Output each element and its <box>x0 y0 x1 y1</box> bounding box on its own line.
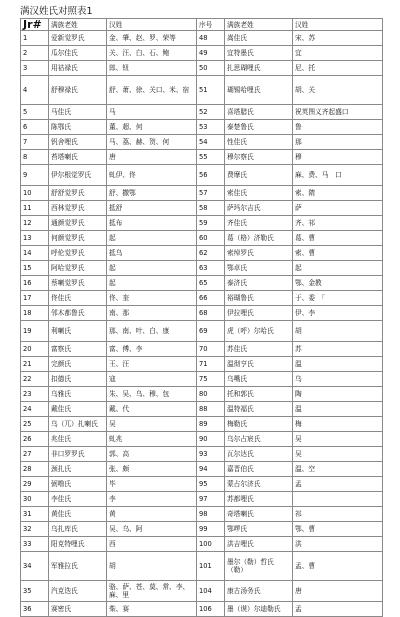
manchu-surname-left: 邻木都鲁氏 <box>49 306 107 321</box>
han-surname-right: 陶 <box>293 387 383 402</box>
row-number-right: 98 <box>197 507 225 522</box>
row-number-left: 21 <box>21 357 49 372</box>
manchu-surname-right: 萨玛尔吉氏 <box>225 201 293 216</box>
manchu-surname-left: 佟佳氏 <box>49 291 107 306</box>
row-number-right: 59 <box>197 216 225 231</box>
han-surname-left: 吴 <box>107 417 197 432</box>
han-surname-right: 孟 <box>293 477 383 492</box>
row-number-left: 11 <box>21 201 49 216</box>
han-surname-right: 齐、祁 <box>293 216 383 231</box>
row-number-right: 62 <box>197 246 225 261</box>
row-number-left: 33 <box>21 537 49 552</box>
table-row <box>21 581 383 602</box>
header-number-left: Jr# <box>21 19 49 31</box>
han-surname-left: 张、颇 <box>107 462 197 477</box>
row-number-right: 106 <box>197 602 225 617</box>
table-header-row <box>21 19 383 31</box>
table-row <box>21 276 383 291</box>
row-number-left: 24 <box>21 402 49 417</box>
han-surname-left: 关、汪、白、石、鲍 <box>107 46 197 61</box>
han-surname-left: 李 <box>107 492 197 507</box>
manchu-surname-left: 爱新觉罗氏 <box>49 31 107 46</box>
manchu-surname-right: 洪吉哩氏 <box>225 537 293 552</box>
manchu-surname-left: 西林觉罗氏 <box>49 201 107 216</box>
han-surname-left: 朱、吴、乌、穆、包 <box>107 387 197 402</box>
han-surname-left: 郎、钮 <box>107 61 197 76</box>
han-surname-right: 孟、曹 <box>293 552 383 581</box>
manchu-surname-left: 兆佳氏 <box>49 432 107 447</box>
table-row <box>21 46 383 61</box>
manchu-surname-left: 乌雅氏 <box>49 387 107 402</box>
table-row <box>21 150 383 165</box>
han-surname-right: 祝英图义齐起盛口 <box>293 105 383 120</box>
manchu-surname-right: 墨尔（勒）哲氏（勒） <box>225 552 293 581</box>
han-surname-right: 尼、托 <box>293 61 383 76</box>
han-surname-left: 抵乌 <box>107 246 197 261</box>
manchu-surname-left: 戴佳氏 <box>49 402 107 417</box>
row-number-left: 7 <box>21 135 49 150</box>
han-surname-right: 温 <box>293 357 383 372</box>
manchu-surname-left: 乌扎库氏 <box>49 522 107 537</box>
row-number-left: 14 <box>21 246 49 261</box>
row-number-left: 23 <box>21 387 49 402</box>
han-surname-left: 起 <box>107 276 197 291</box>
row-number-left: 3 <box>21 61 49 76</box>
row-number-right: 71 <box>197 357 225 372</box>
manchu-surname-left: 呼伦觉罗氏 <box>49 246 107 261</box>
manchu-surname-right: 乌嘴氏 <box>225 372 293 387</box>
manchu-surname-left: 蔡喇觉罗氏 <box>49 276 107 291</box>
row-number-right: 93 <box>197 447 225 462</box>
manchu-surname-right: 伊拉哩氏 <box>225 306 293 321</box>
han-surname-right: 起 <box>293 261 383 276</box>
manchu-surname-right: 费摩氏 <box>225 165 293 186</box>
han-surname-right: 祁 <box>293 507 383 522</box>
row-number-left: 8 <box>21 150 49 165</box>
han-surname-left: 王、汪 <box>107 357 197 372</box>
han-surname-left: 吴、乌、阿 <box>107 522 197 537</box>
manchu-surname-left: 扣德氏 <box>49 372 107 387</box>
han-surname-right: 乌 <box>293 372 383 387</box>
header-number-right: 序号 <box>197 19 225 31</box>
row-number-left: 1 <box>21 31 49 46</box>
manchu-surname-left: 钒舍哩氏 <box>49 135 107 150</box>
han-surname-left: 抵布 <box>107 216 197 231</box>
han-surname-right: 萨 <box>293 201 383 216</box>
row-number-right: 100 <box>197 537 225 552</box>
row-number-right: 101 <box>197 552 225 581</box>
row-number-right: 63 <box>197 261 225 276</box>
manchu-surname-right: 索佳氏 <box>225 186 293 201</box>
manchu-surname-left: 赛密氏 <box>49 602 107 617</box>
row-number-right: 49 <box>197 46 225 61</box>
row-number-left: 13 <box>21 231 49 246</box>
row-number-left: 35 <box>21 581 49 602</box>
manchu-surname-left: 阳克特哩氏 <box>49 537 107 552</box>
manchu-surname-right: 墨（谟）尔迪勒氏 <box>225 602 293 617</box>
row-number-right: 50 <box>197 61 225 76</box>
row-number-right: 97 <box>197 492 225 507</box>
document <box>20 6 382 617</box>
surname-table <box>20 18 383 617</box>
han-surname-right: 麻、费、马 口 <box>293 165 383 186</box>
manchu-surname-right: 虎（呼）尔哈氏 <box>225 321 293 342</box>
table-row <box>21 165 383 186</box>
row-number-left: 28 <box>21 462 49 477</box>
row-number-left: 19 <box>21 321 49 342</box>
table-row <box>21 120 383 135</box>
manchu-surname-right: 穆尔察氏 <box>225 150 293 165</box>
row-number-right: 53 <box>197 120 225 135</box>
manchu-surname-left: 何颜觉罗氏 <box>49 231 107 246</box>
manchu-surname-left: 马佳氏 <box>49 105 107 120</box>
table-row <box>21 216 383 231</box>
han-surname-right: 洪 <box>293 537 383 552</box>
row-number-right: 56 <box>197 165 225 186</box>
row-number-left: 6 <box>21 120 49 135</box>
han-surname-left: 南、那 <box>107 306 197 321</box>
han-surname-left: 董、超、何 <box>107 120 197 135</box>
han-surname-right: 宜 <box>293 46 383 61</box>
row-number-right: 68 <box>197 306 225 321</box>
han-surname-right: 索、隋 <box>293 186 383 201</box>
manchu-surname-right: 蒙占尔济氏 <box>225 477 293 492</box>
row-number-right: 65 <box>197 276 225 291</box>
row-number-right: 70 <box>197 342 225 357</box>
table-row <box>21 552 383 581</box>
manchu-surname-right: 托和郭氏 <box>225 387 293 402</box>
manchu-surname-right: 鄂卓氏 <box>225 261 293 276</box>
manchu-surname-left: 完颜氏 <box>49 357 107 372</box>
han-surname-left: 起 <box>107 231 197 246</box>
han-surname-right: 胡、关 <box>293 76 383 105</box>
han-surname-left: 舒、萧、徐、关口、米、宿 <box>107 76 197 105</box>
header-manchu-left: 满族老姓 <box>49 19 107 31</box>
row-number-right: 90 <box>197 432 225 447</box>
row-number-right: 89 <box>197 417 225 432</box>
han-surname-left: 舒、撒鄂 <box>107 186 197 201</box>
header-manchu-right: 满族老姓 <box>225 19 293 31</box>
han-surname-left: 起 <box>107 261 197 276</box>
han-surname-right: 吴 <box>293 432 383 447</box>
row-number-right: 60 <box>197 231 225 246</box>
han-surname-right: 胡 <box>293 321 383 342</box>
han-surname-left: 马 <box>107 105 197 120</box>
row-number-right: 95 <box>197 477 225 492</box>
han-surname-right: 鲁 <box>293 120 383 135</box>
manchu-surname-right: 瓦尔达氏 <box>225 447 293 462</box>
han-surname-left: 唐 <box>107 150 197 165</box>
row-number-left: 15 <box>21 261 49 276</box>
han-surname-right: 吴 <box>293 447 383 462</box>
manchu-surname-left: 富察氏 <box>49 342 107 357</box>
manchu-surname-left: 利喇氏 <box>49 321 107 342</box>
manchu-surname-left: 瓜尔佳氏 <box>49 46 107 61</box>
manchu-surname-right: 索绰罗氏 <box>225 246 293 261</box>
manchu-surname-left: 通颜觉罗氏 <box>49 216 107 231</box>
han-surname-right: 索、曹 <box>293 246 383 261</box>
table-row <box>21 507 383 522</box>
row-number-right: 54 <box>197 135 225 150</box>
table-row <box>21 246 383 261</box>
table-row <box>21 306 383 321</box>
table-row <box>21 402 383 417</box>
manchu-surname-right: 裕瑚鲁氏 <box>225 291 293 306</box>
han-surname-left: 金、肇、赵、罗、荣等 <box>107 31 197 46</box>
han-surname-right: 孟 <box>293 602 383 617</box>
table-row <box>21 105 383 120</box>
row-number-left: 22 <box>21 372 49 387</box>
row-number-left: 17 <box>21 291 49 306</box>
manchu-surname-right: 泰济氏 <box>225 276 293 291</box>
row-number-left: 34 <box>21 552 49 581</box>
manchu-surname-right: 瑚锡哈哩氏 <box>225 76 293 105</box>
row-number-left: 32 <box>21 522 49 537</box>
han-surname-left: 毕 <box>107 477 197 492</box>
han-surname-left: 骆、萨、苍、莫、常、李、麻、里 <box>107 581 197 602</box>
manchu-surname-right: 齐佳氏 <box>225 216 293 231</box>
row-number-right: 51 <box>197 76 225 105</box>
han-surname-left: 马、荔、赫、贺、何 <box>107 135 197 150</box>
manchu-surname-left: 非口罗罗氏 <box>49 447 107 462</box>
table-row <box>21 602 383 617</box>
manchu-surname-left: 黄佳氏 <box>49 507 107 522</box>
table-row <box>21 477 383 492</box>
han-surname-left: 郭、高 <box>107 447 197 462</box>
manchu-surname-left: 军雅拉氏 <box>49 552 107 581</box>
manchu-surname-right: 宜特墨氏 <box>225 46 293 61</box>
table-row <box>21 462 383 477</box>
han-surname-left: 虬兆 <box>107 432 197 447</box>
row-number-right: 88 <box>197 402 225 417</box>
row-number-right: 104 <box>197 581 225 602</box>
row-number-left: 26 <box>21 432 49 447</box>
manchu-surname-right: 嘉晋伯氏 <box>225 462 293 477</box>
row-number-left: 31 <box>21 507 49 522</box>
manchu-surname-left: 阿哈觉罗氏 <box>49 261 107 276</box>
table-row <box>21 31 383 46</box>
row-number-right: 80 <box>197 387 225 402</box>
han-surname-left: 西 <box>107 537 197 552</box>
row-number-right: 99 <box>197 522 225 537</box>
han-surname-right: 那 <box>293 135 383 150</box>
manchu-surname-left: 舒穆禄氏 <box>49 76 107 105</box>
table-row <box>21 372 383 387</box>
han-surname-left: 富、傅、李 <box>107 342 197 357</box>
manchu-surname-right: 性佳氏 <box>225 135 293 150</box>
manchu-surname-right: 嵩佳氏 <box>225 31 293 46</box>
manchu-surname-right: 苏佳氏 <box>225 342 293 357</box>
manchu-surname-left: 用祜禄氏 <box>49 61 107 76</box>
han-surname-right: 梅 <box>293 417 383 432</box>
han-surname-right <box>293 492 383 507</box>
document-title: 满汉姓氏对照表1 <box>20 6 93 17</box>
row-number-left: 36 <box>21 602 49 617</box>
table-row <box>21 231 383 246</box>
manchu-surname-left: 乌（兀）扎喇氏 <box>49 417 107 432</box>
manchu-surname-right: 温彻亨氏 <box>225 357 293 372</box>
row-number-left: 10 <box>21 186 49 201</box>
table-row <box>21 261 383 276</box>
table-row <box>21 432 383 447</box>
table-row <box>21 201 383 216</box>
han-surname-left: 抵舒 <box>107 201 197 216</box>
table-row <box>21 135 383 150</box>
table-row <box>21 537 383 552</box>
manchu-surname-right: 乌尔占宸氏 <box>225 432 293 447</box>
manchu-surname-left: 苔塔喇氏 <box>49 150 107 165</box>
manchu-surname-right: 苏都哩氏 <box>225 492 293 507</box>
row-number-left: 25 <box>21 417 49 432</box>
row-number-right: 55 <box>197 150 225 165</box>
han-surname-right: 葛、曹 <box>293 231 383 246</box>
manchu-surname-right: 喜塔腊氏 <box>225 105 293 120</box>
han-surname-left: 戴、代 <box>107 402 197 417</box>
row-number-left: 4 <box>21 76 49 105</box>
han-surname-right: 于、委 「 <box>293 291 383 306</box>
han-surname-left: 柴、赛 <box>107 602 197 617</box>
row-number-left: 5 <box>21 105 49 120</box>
han-surname-right: 鄂、金教 <box>293 276 383 291</box>
han-surname-left: 虬伊、佟 <box>107 165 197 186</box>
row-number-left: 16 <box>21 276 49 291</box>
table-row <box>21 522 383 537</box>
manchu-surname-right: 鄂啰氏 <box>225 522 293 537</box>
table-row <box>21 447 383 462</box>
row-number-left: 30 <box>21 492 49 507</box>
han-surname-left: 那、南、叶、白、康 <box>107 321 197 342</box>
manchu-surname-right: 梅勒氏 <box>225 417 293 432</box>
manchu-surname-right: 扎思瑚哩氏 <box>225 61 293 76</box>
manchu-surname-left: 弼噜氏 <box>49 477 107 492</box>
row-number-left: 20 <box>21 342 49 357</box>
manchu-surname-right: 葛（格）济勒氏 <box>225 231 293 246</box>
row-number-right: 66 <box>197 291 225 306</box>
row-number-left: 9 <box>21 165 49 186</box>
row-number-right: 48 <box>197 31 225 46</box>
table-row <box>21 342 383 357</box>
row-number-left: 27 <box>21 447 49 462</box>
header-han-right: 汉姓 <box>293 19 383 31</box>
han-surname-right: 温、空 <box>293 462 383 477</box>
han-surname-right: 宋、苏 <box>293 31 383 46</box>
row-number-right: 57 <box>197 186 225 201</box>
han-surname-right: 苏 <box>293 342 383 357</box>
table-row <box>21 357 383 372</box>
table-row <box>21 291 383 306</box>
han-surname-left: 寇 <box>107 372 197 387</box>
manchu-surname-left: 颈扎氏 <box>49 462 107 477</box>
manchu-surname-left: 舒舒觉罗氏 <box>49 186 107 201</box>
han-surname-right: 温 <box>293 402 383 417</box>
table-row <box>21 492 383 507</box>
han-surname-right: 伊、李 <box>293 306 383 321</box>
manchu-surname-right: 康古汤务氏 <box>225 581 293 602</box>
table-row <box>21 321 383 342</box>
row-number-right: 69 <box>197 321 225 342</box>
row-number-right: 58 <box>197 201 225 216</box>
manchu-surname-right: 温特福氏 <box>225 402 293 417</box>
row-number-left: 12 <box>21 216 49 231</box>
han-surname-left: 胡 <box>107 552 197 581</box>
table-row <box>21 387 383 402</box>
manchu-surname-left: 陈鄂氏 <box>49 120 107 135</box>
row-number-right: 52 <box>197 105 225 120</box>
row-number-right: 75 <box>197 372 225 387</box>
han-surname-right: 鄂、曹 <box>293 522 383 537</box>
han-surname-right: 唐 <box>293 581 383 602</box>
han-surname-left: 黄 <box>107 507 197 522</box>
table-row <box>21 61 383 76</box>
manchu-surname-right: 奇塔喇氏 <box>225 507 293 522</box>
manchu-surname-left: 李佳氏 <box>49 492 107 507</box>
table-row <box>21 186 383 201</box>
row-number-right: 94 <box>197 462 225 477</box>
manchu-surname-right: 泰楚鲁氏 <box>225 120 293 135</box>
han-surname-left: 佟、奎 <box>107 291 197 306</box>
han-surname-right: 穆 <box>293 150 383 165</box>
table-row <box>21 76 383 105</box>
header-han-left: 汉姓 <box>107 19 197 31</box>
row-number-left: 2 <box>21 46 49 61</box>
row-number-left: 29 <box>21 477 49 492</box>
table-row <box>21 417 383 432</box>
manchu-surname-left: 伊尔根觉罗氏 <box>49 165 107 186</box>
manchu-surname-left: 汽克迭氏 <box>49 581 107 602</box>
row-number-left: 18 <box>21 306 49 321</box>
